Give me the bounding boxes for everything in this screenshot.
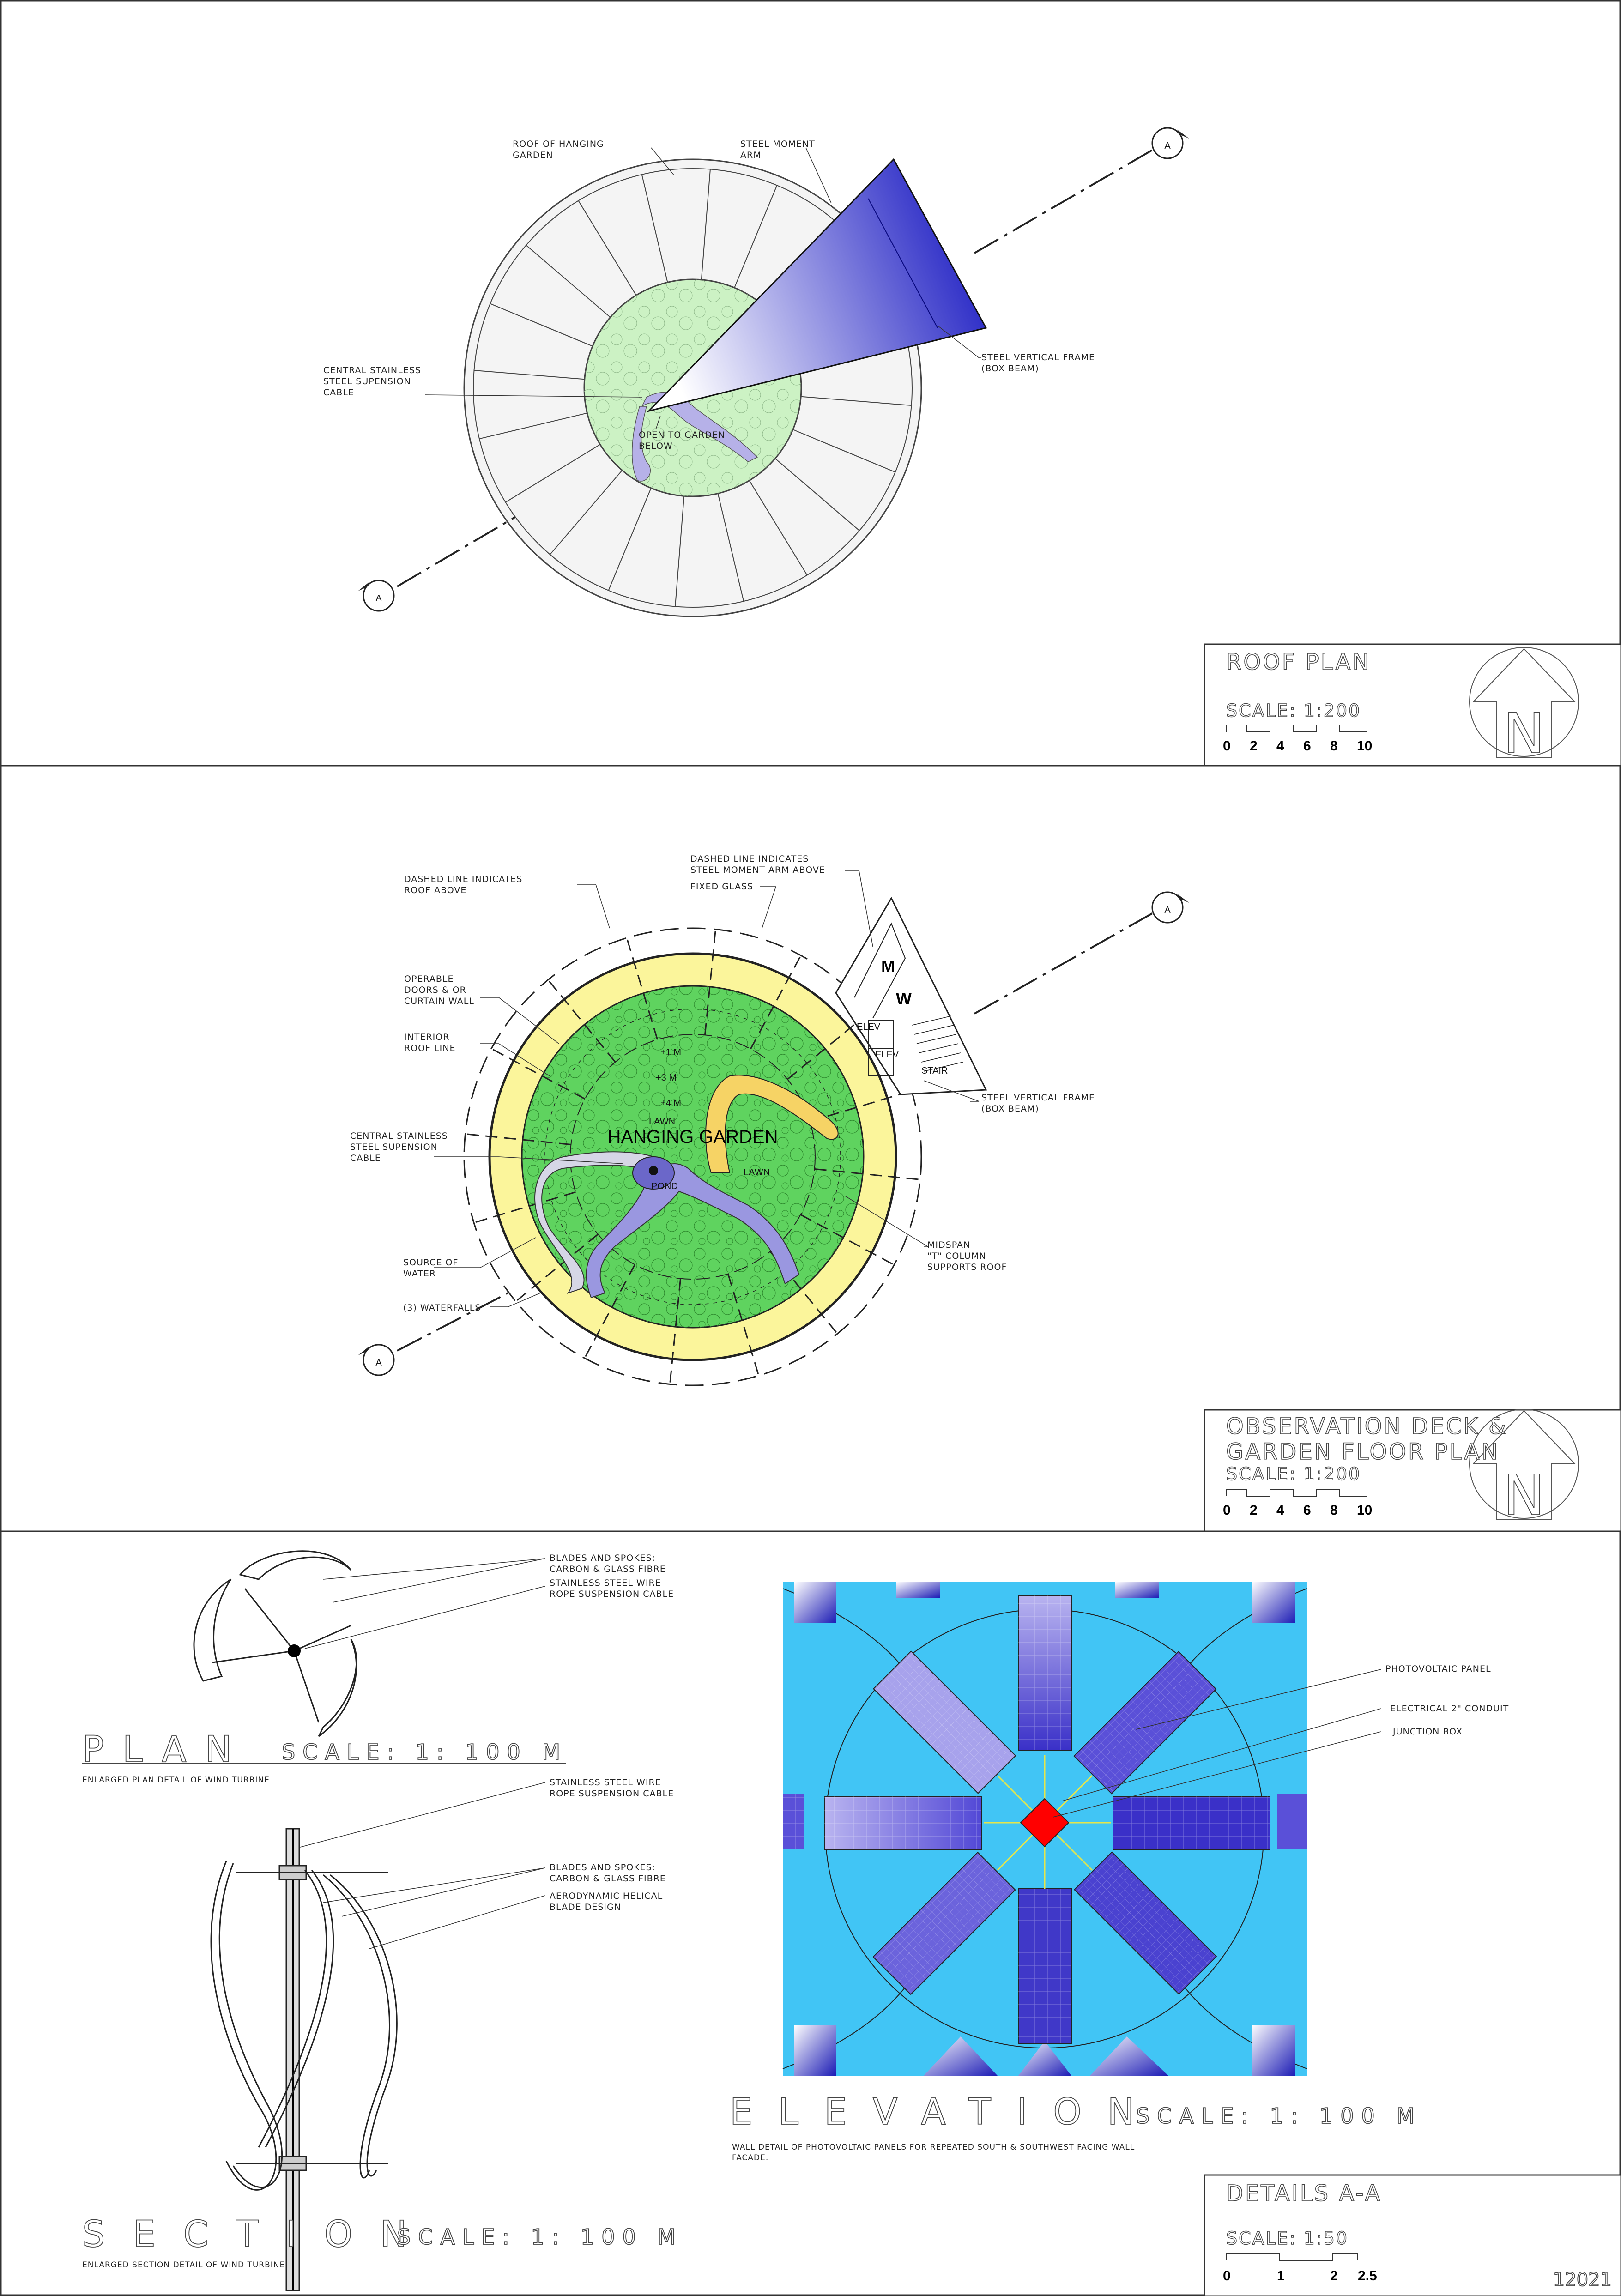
svg-text:N: N xyxy=(1503,702,1545,766)
section-marker-label: A xyxy=(375,1358,382,1368)
scale-number: 0 xyxy=(1223,1503,1231,1518)
roof-plan xyxy=(323,128,1621,766)
section-scale: SCALE: 1: 100 M xyxy=(397,2224,683,2249)
scale-number: 2 xyxy=(1330,2268,1338,2284)
label-steel-vertical-frame: STEEL VERTICAL FRAME (BOX BEAM) xyxy=(981,1093,1095,1114)
elevation-word: ELEVATION xyxy=(730,2091,1161,2133)
scale-number: 2 xyxy=(1250,1503,1258,1518)
label-section-blades: BLADES AND SPOKES: CARBON & GLASS FIBRE xyxy=(550,1862,666,1884)
details-title-block xyxy=(1204,2175,1621,2296)
level-lawn-1: LAWN xyxy=(649,1117,676,1127)
scale-number: 0 xyxy=(1223,738,1231,754)
label-plan-wire: STAINLESS STEEL WIRE ROPE SUSPENSION CABLE xyxy=(550,1578,674,1599)
details-panel xyxy=(82,1551,1621,2296)
scale-number: 10 xyxy=(1357,738,1373,754)
section-marker-icon xyxy=(1152,892,1189,923)
label-fixed-glass: FIXED GLASS xyxy=(690,882,754,892)
deck-title-block xyxy=(1204,1409,1621,1531)
details-title: DETAILS A-A xyxy=(1226,2181,1382,2206)
turbine-plan xyxy=(194,1551,357,1736)
section-marker-label: A xyxy=(1164,141,1171,151)
room-m: M xyxy=(881,957,895,976)
label-dashed-arm: DASHED LINE INDICATES STEEL MOMENT ARM ABOVE xyxy=(690,854,825,875)
scale-number: 1 xyxy=(1277,2268,1285,2284)
label-steel-vertical-frame: STEEL VERTICAL FRAME (BOX BEAM) xyxy=(981,352,1095,374)
scale-number: 4 xyxy=(1276,738,1284,754)
section-caption: ENLARGED SECTION DETAIL OF WIND TURBINE. xyxy=(82,2260,288,2270)
label-waterfalls: (3) WATERFALLS xyxy=(403,1303,481,1313)
label-conduit: ELECTRICAL 2" CONDUIT xyxy=(1390,1704,1509,1714)
label-interior-roof: INTERIOR ROOF LINE xyxy=(404,1032,456,1053)
section-marker-icon xyxy=(1152,128,1189,158)
level-lawn-2: LAWN xyxy=(744,1167,770,1178)
room-w: W xyxy=(896,989,912,1008)
plan-caption: ENLARGED PLAN DETAIL OF WIND TURBINE xyxy=(82,1776,270,1785)
sheet-number: 12021 xyxy=(1553,2269,1612,2290)
deck-title-line1: OBSERVATION DECK & xyxy=(1226,1414,1508,1439)
scale-number: 6 xyxy=(1303,1503,1311,1518)
section-marker-icon xyxy=(358,580,394,611)
room-elev-1: ELEV xyxy=(857,1022,881,1032)
level-1: +1 M xyxy=(660,1047,682,1057)
roof-plan-title: ROOF PLAN xyxy=(1226,649,1371,675)
label-midspan: MIDSPAN "T" COLUMN SUPPORTS ROOF xyxy=(927,1240,1007,1272)
room-stair: STAIR xyxy=(921,1066,948,1076)
scale-number: 2 xyxy=(1250,738,1258,754)
label-section-wire: STAINLESS STEEL WIRE ROPE SUSPENSION CABLE xyxy=(550,1777,674,1799)
elevation-scale: SCALE: 1: 100 M xyxy=(1136,2103,1422,2128)
section-marker-icon xyxy=(358,1345,394,1375)
deck-title-line2: GARDEN FLOOR PLAN xyxy=(1226,1439,1500,1465)
label-steel-moment-arm: STEEL MOMENT ARM xyxy=(740,139,815,160)
label-central-cable: CENTRAL STAINLESS STEEL SUPENSION CABLE xyxy=(323,365,421,398)
svg-text:N: N xyxy=(1503,1464,1545,1528)
label-dashed-roof: DASHED LINE INDICATES ROOF ABOVE xyxy=(404,874,523,895)
label-roof-hanging-garden: ROOF OF HANGING GARDEN xyxy=(513,139,604,160)
scale-number: 0 xyxy=(1223,2268,1231,2284)
scale-number: 4 xyxy=(1276,1503,1284,1518)
roof-plan-scale: SCALE: 1:200 xyxy=(1226,701,1361,721)
details-scale: SCALE: 1:50 xyxy=(1226,2228,1349,2248)
scale-number: 6 xyxy=(1303,738,1311,754)
section-marker-label: A xyxy=(375,593,382,604)
scale-number: 8 xyxy=(1330,738,1338,754)
section-word: SECTION xyxy=(82,2214,435,2255)
level-3: +4 M xyxy=(660,1098,682,1108)
section-marker-label: A xyxy=(1164,905,1171,915)
scale-number: 2.5 xyxy=(1358,2268,1377,2284)
elevation-caption: WALL DETAIL OF PHOTOVOLTAIC PANELS FOR REPEATED SOUTH & SOUTHWEST FACING WALL FACADE. xyxy=(732,2143,1135,2163)
level-2: +3 M xyxy=(656,1073,677,1083)
label-operable-doors: OPERABLE DOORS & OR CURTAIN WALL xyxy=(404,974,474,1006)
label-junction-box: JUNCTION BOX xyxy=(1393,1727,1463,1737)
room-elev-2: ELEV xyxy=(875,1050,899,1060)
deck-plan xyxy=(350,854,1621,1531)
scale-number: 10 xyxy=(1357,1503,1373,1518)
deck-plan-scale: SCALE: 1:200 xyxy=(1226,1464,1361,1484)
label-plan-blades: BLADES AND SPOKES: CARBON & GLASS FIBRE xyxy=(550,1553,666,1574)
label-source-water: SOURCE OF WATER xyxy=(403,1257,459,1279)
garden-title: HANGING GARDEN xyxy=(607,1127,778,1147)
label-pv-panel: PHOTOVOLTAIC PANEL xyxy=(1385,1664,1491,1674)
label-section-helical: AERODYNAMIC HELICAL BLADE DESIGN xyxy=(550,1891,663,1912)
plan-scale: SCALE: 1: 100 M xyxy=(282,1740,568,1764)
scale-number: 8 xyxy=(1330,1503,1338,1518)
label-open-to-garden: OPEN TO GARDEN BELOW xyxy=(639,430,726,451)
roof-title-block xyxy=(1204,644,1621,766)
level-pond: POND xyxy=(651,1181,678,1191)
label-central-cable: CENTRAL STAINLESS STEEL SUPENSION CABLE xyxy=(350,1131,448,1163)
plan-word: PLAN xyxy=(82,1729,250,1770)
pv-elevation xyxy=(783,1582,1307,2076)
